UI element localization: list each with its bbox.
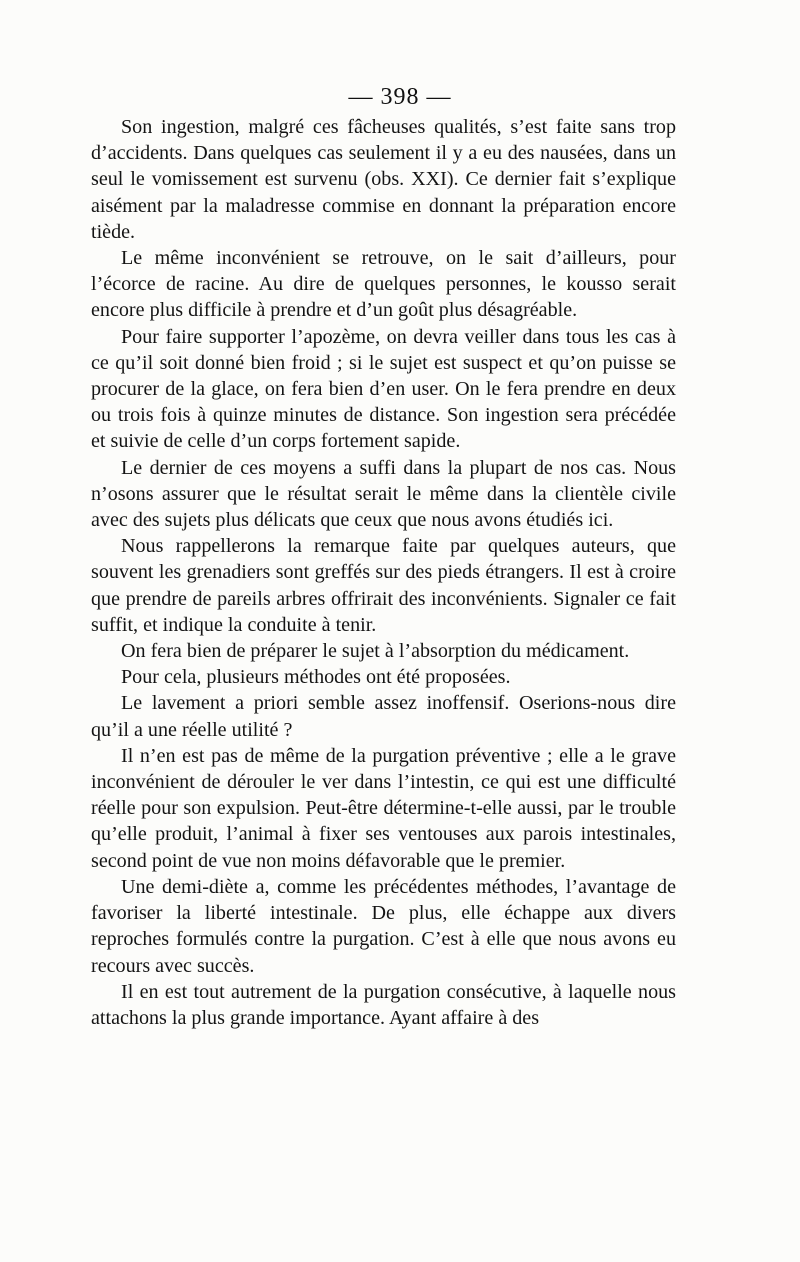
paragraph: Le dernier de ces moyens a suffi dans la plupart de nos cas. Nous n’osons assurer que le résultat serait le même dans la clientèle civile avec des sujets plus délicats que ceux que nous avons étudiés ici. xyxy=(91,456,676,532)
body-text xyxy=(91,114,676,1031)
paragraph: Il en est tout autrement de la purgation consécutive, à laquelle nous attachons la plus grande importance. Ayant affaire à des xyxy=(91,980,676,1029)
paragraph: Nous rappellerons la remarque faite par quelques auteurs, que souvent les grenadiers sont greffés sur des pieds étrangers. Il est à croire que prendre de pareils arbres offrirait des inconvénients. Signaler ce fait suffit, et indique la conduite à tenir. xyxy=(91,535,676,636)
paragraph: Il n’en est pas de même de la purgation préventive ; elle a le grave inconvénient de dérouler le ver dans l’intestin, ce qui est une difficulté réelle pour son expulsion. Peut-être détermine-t-elle aussi, par le trouble qu’elle produit, l’animal à fixer ses ventouses aux parois intestinales, second point de vue non moins défavorable que le premier. xyxy=(91,744,676,872)
paragraph: Pour cela, plusieurs méthodes ont été proposées. xyxy=(121,666,511,689)
paragraph: Le lavement a priori semble assez inoffensif. Oserions-nous dire qu’il a une réelle utilité ? xyxy=(91,692,676,741)
page-number: — 398 — xyxy=(348,84,452,110)
paragraph: On fera bien de préparer le sujet à l’absorption du médicament. xyxy=(121,640,630,663)
paragraph: Son ingestion, malgré ces fâcheuses qualités, s’est faite sans trop d’accidents. Dans quelques cas seulement il y a eu des nausées, dans un seul le vomissement est survenu (obs. XXI). Ce dernier fait s’explique aisément par la maladresse commise en donnant la préparation encore tiède. xyxy=(91,116,676,243)
paragraph: Une demi-diète a, comme les précédentes méthodes, l’avantage de favoriser la liberté intestinale. De plus, elle échappe aux divers reproches formulés contre la purgation. C’est à elle que nous avons eu recours avec succès. xyxy=(91,875,676,977)
paragraph: Le même inconvénient se retrouve, on le sait d’ailleurs, pour l’écorce de racine. Au dire de quelques personnes, le kousso serait encore plus difficile à prendre et d’un goût plus désagréable. xyxy=(91,247,676,322)
paragraph: Pour faire supporter l’apozème, on devra veiller dans tous les cas à ce qu’il soit donné bien froid ; si le sujet est suspect et qu’on puisse se procurer de la glace, on fera bien d’en user. On le fera prendre en deux ou trois fois à quinze minutes de distance. Son ingestion sera précédée et suivie de celle d’un corps fortement sapide. xyxy=(91,325,676,453)
